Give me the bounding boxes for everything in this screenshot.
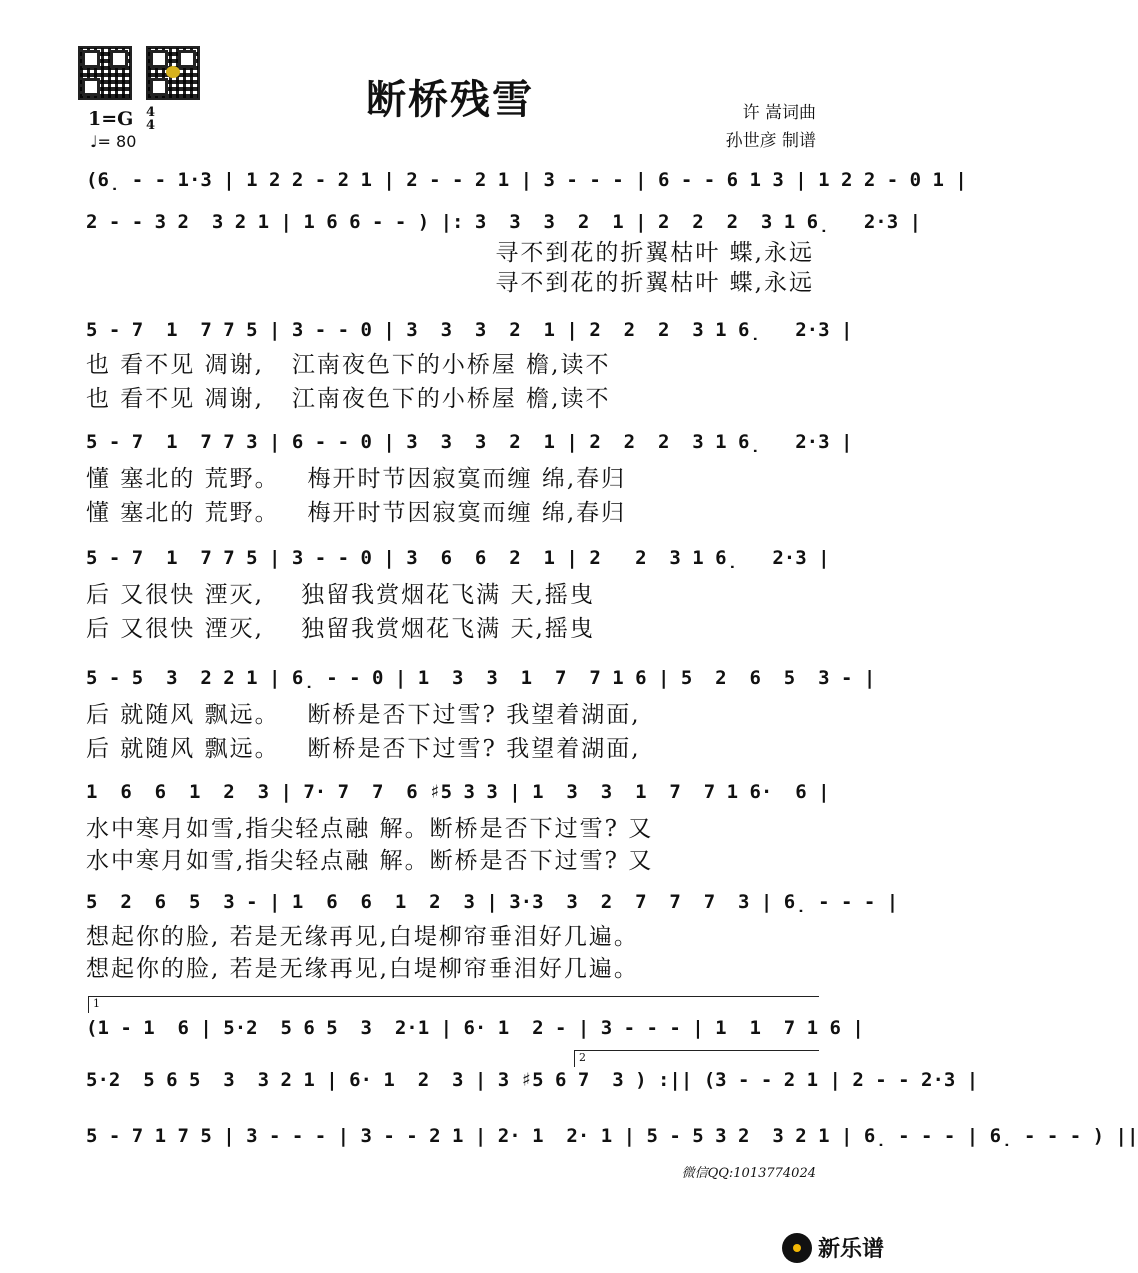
notation-line-8: 5 2 6 5 3 - | 1 6 6 1 2 3 | 3·3 3 2 7 7 7 3 | 6̣ - - - |	[86, 891, 899, 913]
lyric-verse1-line7: 想起你的脸, 若是无缘再见,白堤柳帘垂泪好几遍。	[86, 924, 639, 950]
lyric-verse1-line1: 寻不到花的折翼枯叶 蝶,永远	[495, 240, 814, 266]
lyric-verse2-line4: 后 又很快 湮灭, 独留我赏烟花飞满 天,摇曳	[86, 616, 595, 642]
lyric-verse1-line4: 后 又很快 湮灭, 独留我赏烟花飞满 天,摇曳	[86, 582, 595, 608]
time-signature	[146, 106, 155, 132]
brand-name: 新乐谱	[817, 1237, 884, 1262]
notation-line-6: 5 - 5 3 2 2 1 | 6̣ - - 0 | 1 3 3 1 7 7 1 6 | 5 2 6 5 3 - |	[86, 667, 876, 689]
notation-line-9: (1 - 1 6 | 5·2 5 6 5 3 2·1 | 6· 1 2 - | 3 - - - | 1 1 7 1 6 |	[86, 1017, 864, 1039]
arranger-credit: 孙世彦 制谱	[725, 131, 816, 151]
lyric-verse2-line6: 水中寒月如雪,指尖轻点融 解。断桥是否下过雪? 又	[86, 848, 654, 874]
notation-line-5: 5 - 7 1 7 7 5 | 3 - - 0 | 3 6 6 2 1 | 2 2 3 1 6̣ 2·3 |	[86, 547, 830, 569]
time-signature-top: 4	[146, 105, 156, 120]
wechat-qq-contact: 微信QQ:1013774024	[681, 1166, 816, 1181]
lyric-verse2-line5: 后 就随风 飘远。 断桥是否下过雪? 我望着湖面,	[86, 736, 641, 762]
lyric-verse2-line2: 也 看不见 凋谢, 江南夜色下的小桥屋 檐,读不	[86, 386, 611, 412]
second-ending-number: 2	[579, 1051, 586, 1064]
brand-logo	[782, 1232, 884, 1263]
notation-line-3: 5 - 7 1 7 7 5 | 3 - - 0 | 3 3 3 2 1 | 2 2 2 3 1 6̣ 2·3 |	[86, 319, 853, 341]
first-ending-bracket	[88, 996, 819, 1013]
notation-line-10: 5·2 5 6 5 3 3 2 1 | 6· 1 2 3 | 3 ♯5 6 7 3 ) :|| (3 - - 2 1 | 2 - - 2·3 |	[86, 1069, 979, 1091]
notation-line-2: 2 - - 3 2 3 2 1 | 1 6 6 - - ) |: 3 3 3 2 1 | 2 2 2 3 1 6̣ 2·3 |	[86, 211, 922, 233]
notation-line-4: 5 - 7 1 7 7 3 | 6 - - 0 | 3 3 3 2 1 | 2 2 2 3 1 6̣ 2·3 |	[86, 431, 853, 453]
notation-line-7: 1 6 6 1 2 3 | 7· 7 7 6 ♯5 3 3 | 1 3 3 1 7 7 1 6· 6 |	[86, 781, 830, 803]
key-signature: 1=G	[88, 108, 134, 130]
vinyl-disc-icon	[782, 1233, 812, 1263]
lyric-verse2-line7: 想起你的脸, 若是无缘再见,白堤柳帘垂泪好几遍。	[86, 956, 639, 982]
second-ending-bracket	[574, 1050, 819, 1067]
song-title: 断桥残雪	[366, 76, 534, 123]
lyric-verse1-line3: 懂 塞北的 荒野。 梅开时节因寂寞而缠 绵,春归	[86, 466, 627, 492]
first-ending-number: 1	[93, 997, 100, 1010]
lyric-verse1-line6: 水中寒月如雪,指尖轻点融 解。断桥是否下过雪? 又	[86, 816, 654, 842]
lyric-verse1-line2: 也 看不见 凋谢, 江南夜色下的小桥屋 檐,读不	[86, 352, 611, 378]
lyric-verse1-line5: 后 就随风 飘远。 断桥是否下过雪? 我望着湖面,	[86, 702, 641, 728]
lyric-verse2-line3: 懂 塞北的 荒野。 梅开时节因寂寞而缠 绵,春归	[86, 500, 627, 526]
time-signature-bottom: 4	[146, 118, 156, 133]
notation-line-11: 5 - 7 1 7 5 | 3 - - - | 3 - - 2 1 | 2· 1 2· 1 | 5 - 5 3 2 3 2 1 | 6̣ - - - | 6̣ - - - ) ||	[86, 1125, 1138, 1147]
notation-line-1: (6̣ - - 1·3 | 1 2 2 - 2 1 | 2 - - 2 1 | 3 - - - | 6 - - 6 1 3 | 1 2 2 - 0 1 |	[86, 169, 967, 191]
tempo-marking: ♩= 80	[90, 132, 137, 151]
lyric-verse2-line1: 寻不到花的折翼枯叶 蝶,永远	[495, 270, 814, 296]
lyricist-credit: 许 嵩词曲	[742, 103, 816, 123]
